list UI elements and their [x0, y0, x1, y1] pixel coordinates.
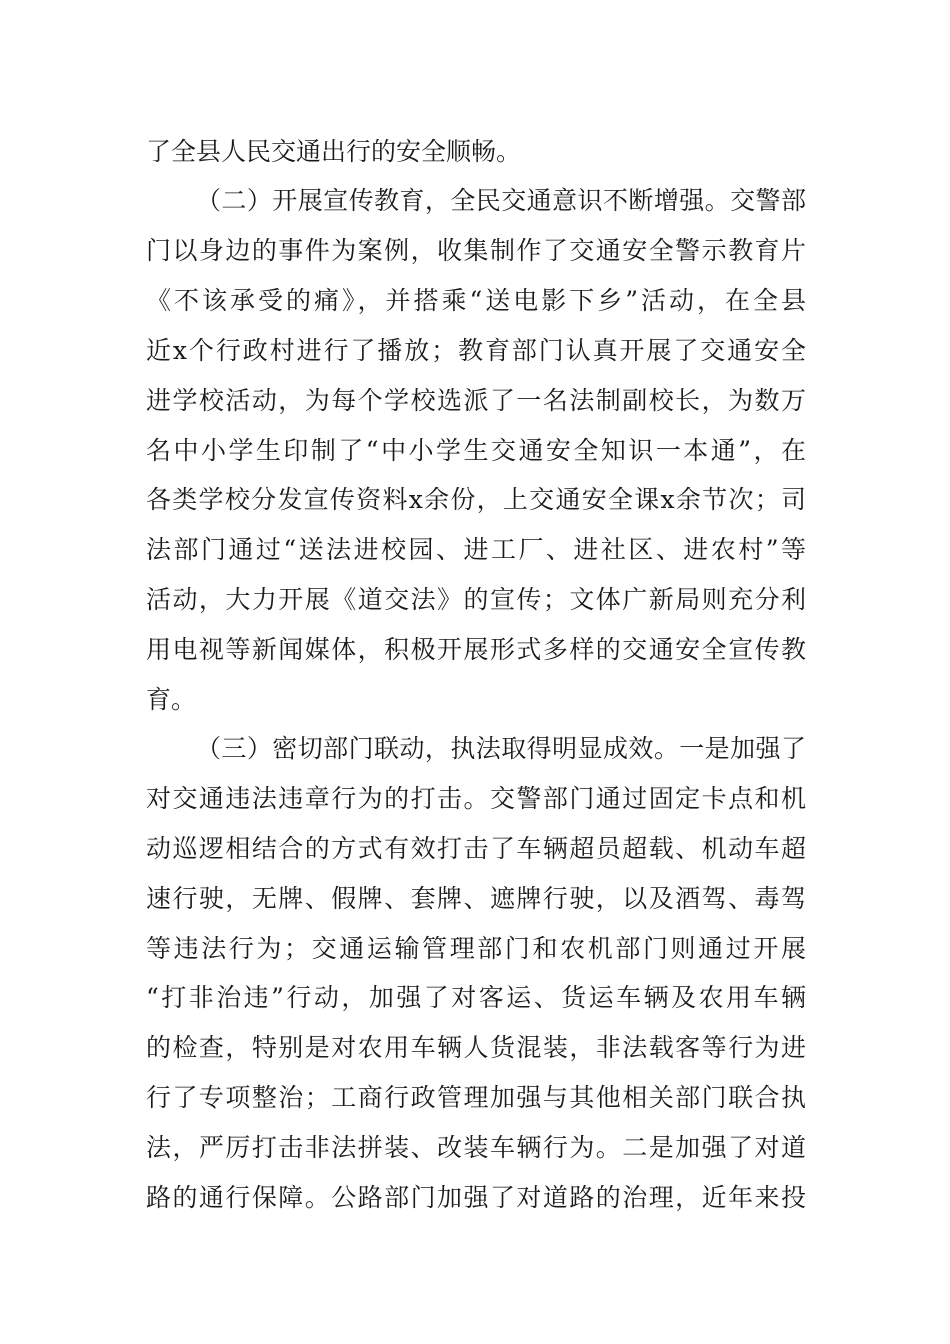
- text-line-1: 了全县人民交通出行的安全顺畅。: [146, 137, 522, 166]
- text-line-5: 近x个行政村进行了播放；教育部门认真开展了交通安全: [146, 336, 806, 365]
- text-line-22: 路的通行保障。公路部门加强了对道路的治理，近年来投: [146, 1183, 806, 1212]
- text-line-9: 法部门通过“送法进校园、进工厂、进社区、进农村”等: [146, 535, 806, 564]
- text-line-4: 《不该承受的痛》，并搭乘“送电影下乡”活动，在全县: [146, 286, 806, 315]
- text-line-7: 名中小学生印制了“中小学生交通安全知识一本通”，在: [146, 436, 806, 465]
- text-line-3: 门以身边的事件为案例，收集制作了交通安全警示教育片: [146, 236, 806, 265]
- text-line-20: 行了专项整治；工商行政管理加强与其他相关部门联合执: [146, 1083, 806, 1112]
- text-line-21: 法，严厉打击非法拼装、改装车辆行为。二是加强了对道: [146, 1133, 806, 1162]
- text-line-18: “打非治违”行动，加强了对客运、货运车辆及农用车辆: [146, 983, 806, 1012]
- text-line-13: （三）密切部门联动，执法取得明显成效。一是加强了: [196, 734, 806, 763]
- text-line-10: 活动，大力开展《道交法》的宣传；文体广新局则充分利: [146, 585, 806, 614]
- text-line-19: 的检查，特别是对农用车辆人货混装，非法载客等行为进: [146, 1033, 806, 1062]
- text-line-17: 等违法行为；交通运输管理部门和农机部门则通过开展: [146, 934, 806, 963]
- text-line-11: 用电视等新闻媒体，积极开展形式多样的交通安全宣传教: [146, 635, 806, 664]
- text-line-15: 动巡逻相结合的方式有效打击了车辆超员超载、机动车超: [146, 834, 806, 863]
- text-line-14: 对交通违法违章行为的打击。交警部门通过固定卡点和机: [146, 784, 806, 813]
- text-line-8: 各类学校分发宣传资料x余份，上交通安全课x余节次；司: [146, 485, 806, 514]
- text-line-12: 育。: [146, 685, 197, 714]
- text-line-6: 进学校活动，为每个学校选派了一名法制副校长，为数万: [146, 386, 806, 415]
- text-line-16: 速行驶，无牌、假牌、套牌、遮牌行驶，以及酒驾、毒驾: [146, 884, 806, 913]
- text-line-2: （二）开展宣传教育，全民交通意识不断增强。交警部: [196, 186, 806, 215]
